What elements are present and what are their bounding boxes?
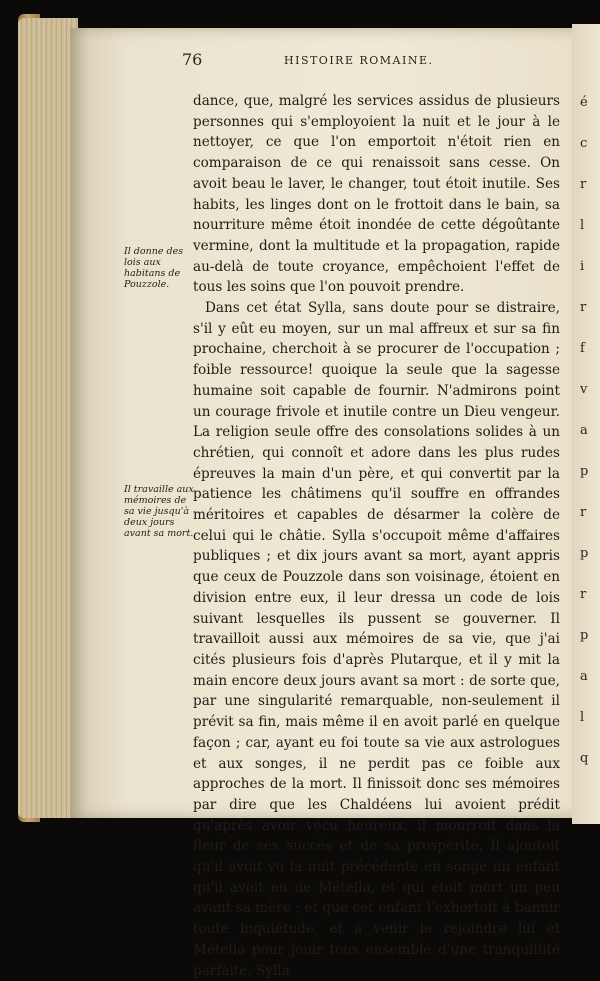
facing-page-edge (572, 24, 600, 824)
facing-page-fragment: r (580, 177, 587, 192)
facing-page-fragment: c (580, 136, 588, 151)
body-text (193, 91, 560, 981)
facing-page-fragment: é (580, 95, 588, 110)
margin-note: Il travaille aux mémoires de sa vie jusqu'à deux jours avant sa mort. (124, 484, 194, 539)
facing-page-fragment: p (580, 628, 589, 643)
facing-page-fragment: l (580, 218, 585, 233)
facing-page-fragment: r (580, 587, 587, 602)
facing-page-fragment: f (580, 341, 585, 356)
facing-page-fragment: p (580, 546, 589, 561)
facing-page-fragment: r (580, 505, 587, 520)
facing-page-fragment: a (580, 669, 588, 684)
facing-page-fragment: p (580, 464, 589, 479)
running-title: HISTOIRE ROMAINE. (284, 54, 434, 67)
facing-page-fragment: r (580, 300, 587, 315)
page-number: 76 (182, 50, 203, 69)
facing-page-fragment: q (580, 751, 589, 766)
facing-page-fragment: a (580, 423, 588, 438)
facing-page-fragment: v (580, 382, 588, 397)
paragraph: dance, que, malgré les services assidus de plusieurs personnes qui s'employoient la nuit et le jour à le nettoyer, ce que l'on emportoit n'étoit rien en comparaison de ce qui renaissoit sans cesse. On avoit beau le laver, le changer, tout étoit inutile. Ses habits, les linges dont on le frottoit dans le bain, sa nourriture même étoit inondée de cette dégoûtante vermine, dont la multitude et la propagation, rapide au-delà de toute croyance, empêchoient l'effet de tous les soins que l'on pouvoit prendre. (193, 93, 560, 296)
paragraph: Dans cet état Sylla, sans doute pour se distraire, s'il y eût eu moyen, sur un mal affreux et sur sa fin prochaine, cherchoit à se procurer de l'occupation ; foible ressource! quoique la seule que la sagesse humaine soit capable de fournir. N'admirons point un courage frivole et inutile contre un Dieu vengeur. La religion seule offre des consolations solides à un chrétien, qui connoît et adore dans les plus rudes épreuves la main d'un père, et qui convertit par la patience les châtimens qu'il souffre en offrandes méritoires et capables de désarmer la colère de celui qui le châtie. Sylla s'occupoit même d'affaires publiques ; et dix jours avant sa mort, ayant appris que ceux de Pouzzole dans son voisinage, étoient en division entre eux, il leur dressa un code de lois suivant lesquelles ils pussent se gouverner. Il travailloit aussi aux mémoires de sa vie, que j'ai cités plusieurs fois d'après Plutarque, et il y mit la main encore deux jours avant sa mort : de sorte que, par une singularité remarquable, non-seulement il prévit sa fin, mais même il en avoit parlé en quelque façon ; car, ayant eu foi toute sa vie aux astrologues et aux songes, il ne perdit pas ce foible aux approches de la mort. Il finissoit donc ses mémoires par dire que les Chaldéens lui avoient prédit qu'après avoir vécu heureux, il mourroit dans la fleur de ses succès et de sa prospérité. Il ajoutoit qu'il avoit vu la nuit précédente en songe un enfant qu'il avoit eu de Métella, et qui étoit mort un peu avant sa mère ; et que cet enfant l'exhortoit à bannir toute inquiétude, et à venir le rejoindre lui et Métella pour jouir tous ensemble d'une tranquillité parfaite. Sylla (193, 300, 560, 979)
page-header (182, 50, 560, 70)
page-stack-edge (18, 18, 78, 818)
facing-page-fragment: i (580, 259, 585, 274)
margin-note: Il donne des lois aux habitans de Pouzzole. (124, 246, 184, 290)
facing-page-fragment: l (580, 710, 585, 725)
